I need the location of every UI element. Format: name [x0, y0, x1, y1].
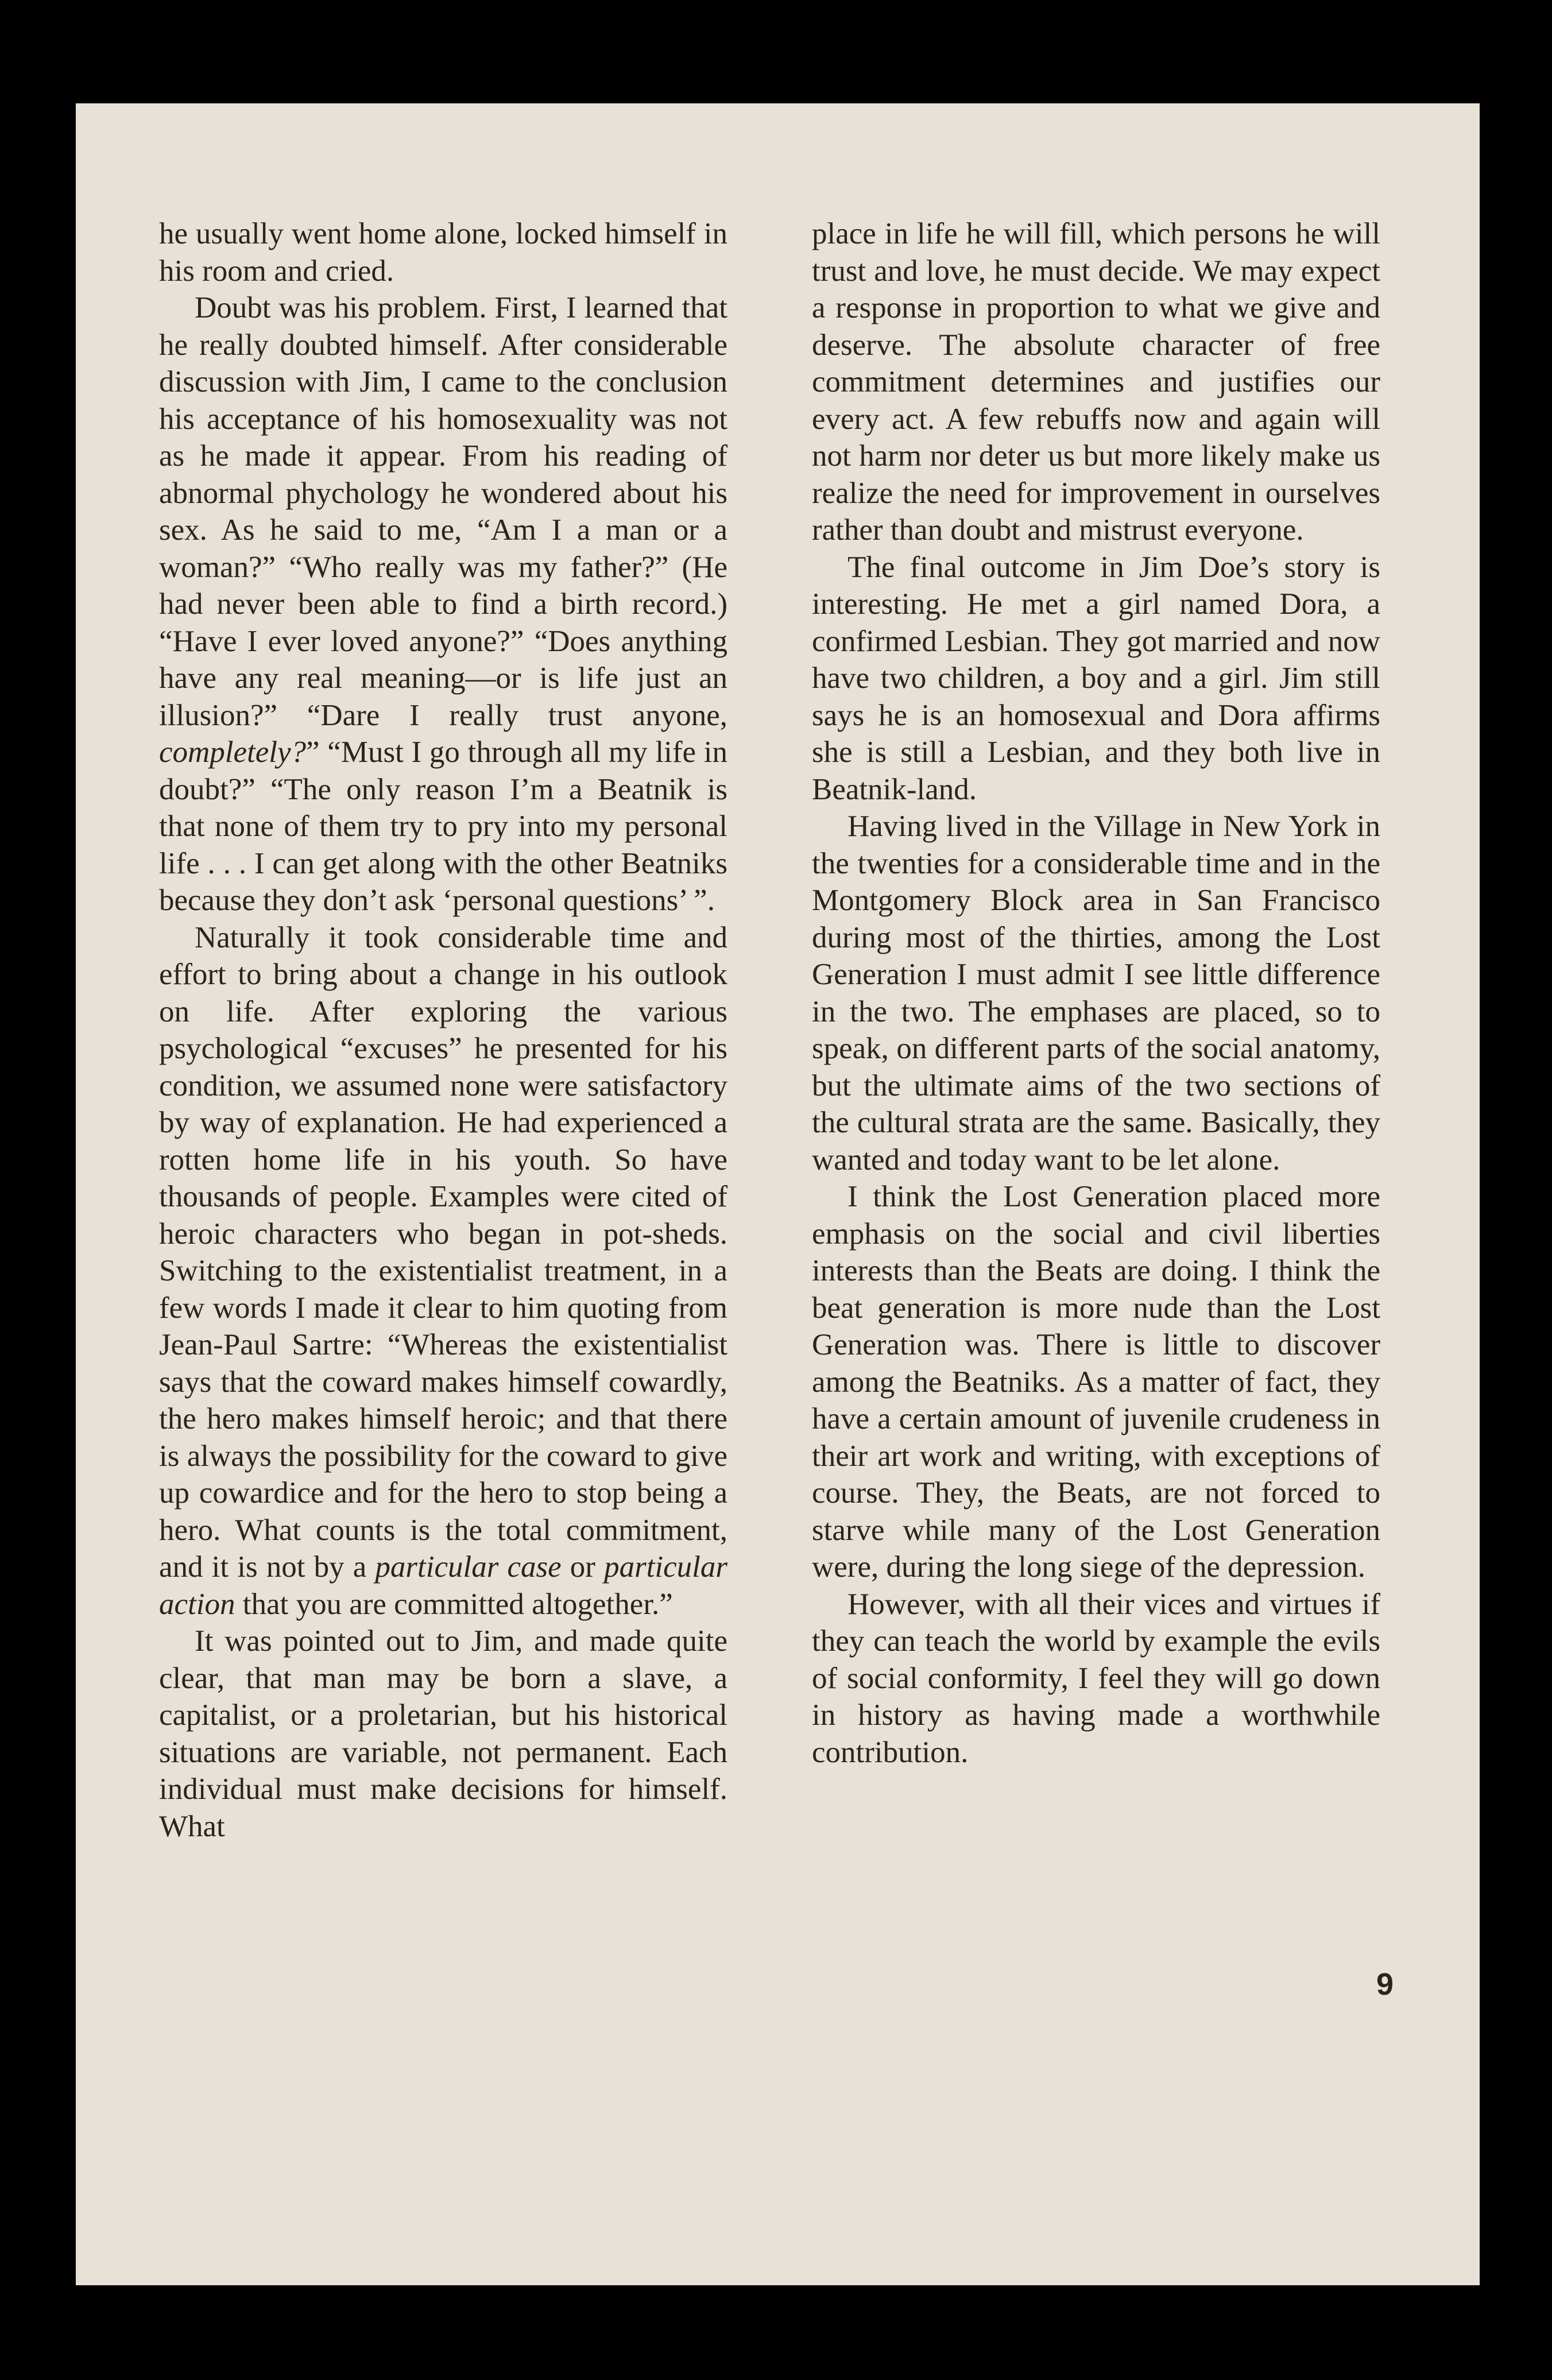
- paragraph-doubt-text: Doubt was his problem. First, I learned that he really doubted himself. After considerable discussion with Jim, I came to the conclusion his acceptance of his homosexuality was not as he made it appear. From his reading of abnormal phychology he wondered about his sex. As he said to me, “Am I a man or a woman?” “Who really was my father?” (He had never been able to find a birth record.) “Have I ever loved anyone?” “Does anything have any real meaning—or is life just an illusion?” “Dare I really trust anyone,: [159, 291, 727, 732]
- paragraph-naturally: [159, 919, 727, 1623]
- paragraph-pointed-out: It was pointed out to Jim, and made quite clear, that man may be born a slave, a capitalist, or a proletarian, but his historical situations are variable, not permanent. Each individual must make decisions for himself. What: [159, 1624, 727, 1843]
- paragraph-doubt-end: ” “Must I go through all my life in doubt?” “The only reason I’m a Beatnik is that none of them try to pry into my personal life . . . I can get along with the other Beatniks because they don’t ask ‘personal questions’ ”.: [159, 736, 727, 917]
- paragraph-lost-generation: I think the Lost Generation placed more emphasis on the social and civil liberties interests than the Beats are doing. I think the beat generation is more nude than the Lost Generation was. There is little to discover among the Beatniks. As a matter of fact, they have a certain amount of juvenile crudeness in their art work and writing, with exceptions of course. They, the Beats, are not forced to starve while many of the Lost Generation were, during the long siege of the depression.: [812, 1180, 1380, 1584]
- paragraph-continuation: he usually went home alone, locked himself in his room and cried.: [159, 217, 727, 288]
- paragraph-naturally-text: Naturally it took considerable time and effort to bring about a change in his outlook on life. After exploring the various psychological “excuses” he presented for his condition, we assumed none were satisfactory by way of explanation. He had experienced a rotten home life in his youth. So have thousands of people. Examples were cited of heroic characters who began in pot-sheds. Switching to the existentialist treatment, in a few words I made it clear to him quoting from Jean-Paul Sartre: “Whereas the existentialist says that the coward makes himself cowardly, the hero makes himself heroic; and that there is always the possibility for the coward to give up cowardice and for the hero to stop being a hero. What counts is the total commitment, and it is not by a: [159, 920, 727, 1584]
- page-number: 9: [1376, 1967, 1394, 2002]
- paragraph-having-lived: Having lived in the Village in New York in the twenties for a considerable time and in the Montgomery Block area in San Francisco during most of the thirties, among the Lost Generation I must admit I see little difference in the two. The emphases are placed, so to speak, on different parts of the social anatomy, but the ultimate aims of the two sections of the cultural strata are the same. Basically, they wanted and today want to be let alone.: [812, 810, 1380, 1177]
- paragraph-naturally-mid: or: [570, 1550, 595, 1584]
- paragraph-place-in-life: place in life he will fill, which persons he will trust and love, he must decide. We may expect a response in proportion to what we give and deserve. The absolute character of free commitment determines and justifies our every act. A few rebuffs now and again will not harm nor deter us but more likely make us realize the need for improvement in ourselves rather than doubt and mistrust everyone.: [812, 217, 1380, 547]
- paragraph-doubt: [159, 289, 727, 919]
- italic-particular-case: particular case: [375, 1550, 562, 1584]
- paragraph-naturally-end: that you are committed altogether.”: [242, 1587, 673, 1621]
- italic-particular-action: particular action: [159, 1550, 728, 1621]
- right-column: [812, 215, 1380, 1771]
- magazine-page: [76, 103, 1480, 2285]
- italic-completely: completely?: [159, 736, 307, 769]
- paragraph-however: However, with all their vices and virtues if they can teach the world by example the evils of social conformity, I feel they will go down in history as having made a worthwhile contribution.: [812, 1587, 1380, 1769]
- left-column: [159, 215, 727, 1845]
- paragraph-final-outcome: The final outcome in Jim Doe’s story is interesting. He met a girl named Dora, a confirmed Lesbian. They got married and now have two children, a boy and a girl. Jim still says he is an homosexual and Dora affirms she is still a Lesbian, and they both live in Beatnik-land.: [812, 550, 1380, 806]
